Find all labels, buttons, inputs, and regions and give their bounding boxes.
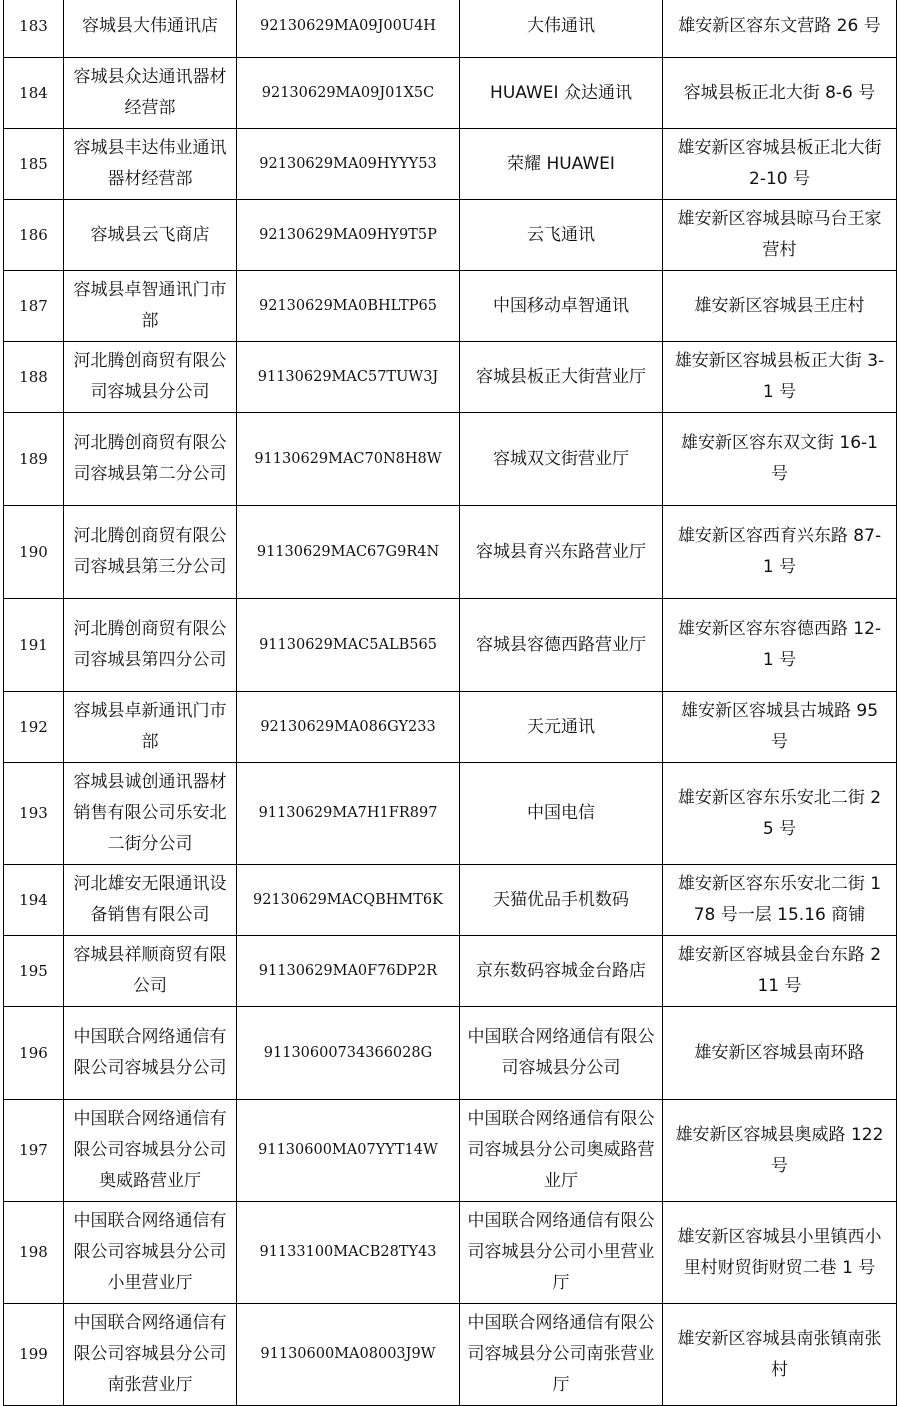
credit-code: 91133100MACB28TY43 [237, 1202, 460, 1304]
store-name: 京东数码容城金台路店 [460, 936, 663, 1007]
credit-code: 91130629MA7H1FR897 [237, 763, 460, 865]
table-row [4, 506, 897, 599]
row-number: 187 [4, 271, 64, 342]
credit-code: 91130629MAC57TUW3J [237, 342, 460, 413]
table-row [4, 1100, 897, 1202]
table-row [4, 0, 897, 58]
business-name: 容城县卓新通讯门市部 [64, 692, 237, 763]
table-row [4, 1304, 897, 1406]
business-name: 中国联合网络通信有限公司容城县分公司奥威路营业厅 [64, 1100, 237, 1202]
table-row [4, 413, 897, 506]
store-name: 云飞通讯 [460, 200, 663, 271]
table-row [4, 200, 897, 271]
row-number: 188 [4, 342, 64, 413]
row-number: 196 [4, 1007, 64, 1100]
business-name: 容城县卓智通讯门市部 [64, 271, 237, 342]
registry-table [3, 0, 897, 1406]
credit-code: 91130600734366028G [237, 1007, 460, 1100]
store-name: 中国联合网络通信有限公司容城县分公司奥威路营业厅 [460, 1100, 663, 1202]
business-name: 容城县云飞商店 [64, 200, 237, 271]
business-name: 容城县众达通讯器材经营部 [64, 58, 237, 129]
store-address: 雄安新区容东乐安北二街 25 号 [663, 763, 897, 865]
table-row [4, 1007, 897, 1100]
business-name: 中国联合网络通信有限公司容城县分公司 [64, 1007, 237, 1100]
store-name: 容城县板正大街营业厅 [460, 342, 663, 413]
row-number: 198 [4, 1202, 64, 1304]
registry-table-container [3, 0, 896, 1406]
store-address: 雄安新区容西育兴东路 87-1 号 [663, 506, 897, 599]
business-name: 中国联合网络通信有限公司容城县分公司南张营业厅 [64, 1304, 237, 1406]
table-row [4, 1202, 897, 1304]
store-address: 雄安新区容东双文街 16-1 号 [663, 413, 897, 506]
credit-code: 91130629MAC5ALB565 [237, 599, 460, 692]
credit-code: 92130629MACQBHMT6K [237, 865, 460, 936]
row-number: 189 [4, 413, 64, 506]
store-address: 雄安新区容城县古城路 95 号 [663, 692, 897, 763]
store-address: 雄安新区容城县小里镇西小里村财贸街财贸二巷 1 号 [663, 1202, 897, 1304]
row-number: 185 [4, 129, 64, 200]
table-row [4, 599, 897, 692]
credit-code: 91130629MAC70N8H8W [237, 413, 460, 506]
business-name: 河北腾创商贸有限公司容城县第三分公司 [64, 506, 237, 599]
table-row [4, 692, 897, 763]
row-number: 183 [4, 0, 64, 58]
store-address: 雄安新区容城县南环路 [663, 1007, 897, 1100]
store-address: 雄安新区容城县王庄村 [663, 271, 897, 342]
store-address: 雄安新区容城县板正大街 3-1 号 [663, 342, 897, 413]
store-address: 雄安新区容城县金台东路 211 号 [663, 936, 897, 1007]
business-name: 河北腾创商贸有限公司容城县第二分公司 [64, 413, 237, 506]
row-number: 194 [4, 865, 64, 936]
store-name: 荣耀 HUAWEI [460, 129, 663, 200]
credit-code: 92130629MA09HYYY53 [237, 129, 460, 200]
store-name: 容城县育兴东路营业厅 [460, 506, 663, 599]
store-name: 中国电信 [460, 763, 663, 865]
store-name: 容城县容德西路营业厅 [460, 599, 663, 692]
store-address: 雄安新区容东文营路 26 号 [663, 0, 897, 58]
table-row [4, 936, 897, 1007]
store-name: 中国联合网络通信有限公司容城县分公司 [460, 1007, 663, 1100]
table-row [4, 58, 897, 129]
store-address: 容城县板正北大街 8-6 号 [663, 58, 897, 129]
row-number: 199 [4, 1304, 64, 1406]
business-name: 河北腾创商贸有限公司容城县分公司 [64, 342, 237, 413]
store-address: 雄安新区容城县板正北大街 2-10 号 [663, 129, 897, 200]
business-name: 容城县丰达伟业通讯器材经营部 [64, 129, 237, 200]
credit-code: 92130629MA0BHLTP65 [237, 271, 460, 342]
store-name: 大伟通讯 [460, 0, 663, 58]
row-number: 192 [4, 692, 64, 763]
table-row [4, 129, 897, 200]
credit-code: 91130600MA08003J9W [237, 1304, 460, 1406]
store-name: 中国移动卓智通讯 [460, 271, 663, 342]
row-number: 193 [4, 763, 64, 865]
credit-code: 92130629MA09J00U4H [237, 0, 460, 58]
table-row [4, 271, 897, 342]
store-name: 中国联合网络通信有限公司容城县分公司小里营业厅 [460, 1202, 663, 1304]
business-name: 容城县大伟通讯店 [64, 0, 237, 58]
row-number: 191 [4, 599, 64, 692]
row-number: 186 [4, 200, 64, 271]
store-name: 容城双文街营业厅 [460, 413, 663, 506]
row-number: 190 [4, 506, 64, 599]
business-name: 河北雄安无限通讯设备销售有限公司 [64, 865, 237, 936]
store-name: 天元通讯 [460, 692, 663, 763]
row-number: 195 [4, 936, 64, 1007]
store-address: 雄安新区容城县南张镇南张村 [663, 1304, 897, 1406]
store-address: 雄安新区容城县晾马台王家营村 [663, 200, 897, 271]
store-address: 雄安新区容城县奥威路 122 号 [663, 1100, 897, 1202]
business-name: 容城县诚创通讯器材销售有限公司乐安北二街分公司 [64, 763, 237, 865]
row-number: 184 [4, 58, 64, 129]
table-row [4, 865, 897, 936]
store-address: 雄安新区容东容德西路 12-1 号 [663, 599, 897, 692]
credit-code: 92130629MA09HY9T5P [237, 200, 460, 271]
store-address: 雄安新区容东乐安北二街 178 号一层 15.16 商铺 [663, 865, 897, 936]
business-name: 河北腾创商贸有限公司容城县第四分公司 [64, 599, 237, 692]
business-name: 容城县祥顺商贸有限公司 [64, 936, 237, 1007]
credit-code: 92130629MA09J01X5C [237, 58, 460, 129]
table-row [4, 763, 897, 865]
credit-code: 92130629MA086GY233 [237, 692, 460, 763]
row-number: 197 [4, 1100, 64, 1202]
store-name: 中国联合网络通信有限公司容城县分公司南张营业厅 [460, 1304, 663, 1406]
table-body [4, 0, 897, 1406]
business-name: 中国联合网络通信有限公司容城县分公司小里营业厅 [64, 1202, 237, 1304]
credit-code: 91130629MA0F76DP2R [237, 936, 460, 1007]
credit-code: 91130629MAC67G9R4N [237, 506, 460, 599]
credit-code: 91130600MA07YYT14W [237, 1100, 460, 1202]
store-name: 天猫优品手机数码 [460, 865, 663, 936]
table-row [4, 342, 897, 413]
store-name: HUAWEI 众达通讯 [460, 58, 663, 129]
